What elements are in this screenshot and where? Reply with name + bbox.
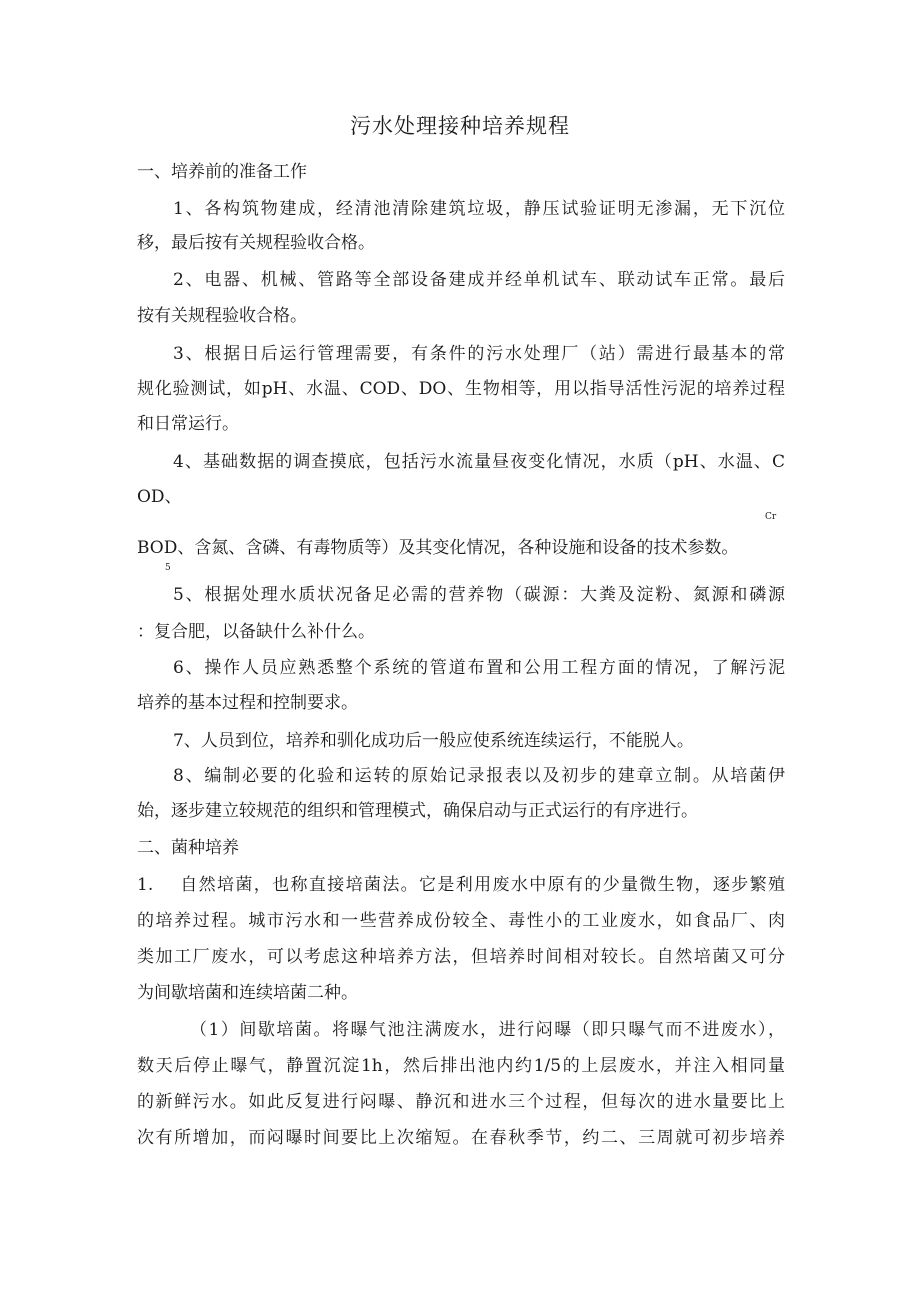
paragraph-line: 3、根据日后运行管理需要，有条件的污水处理厂（站）需进行最基本的常 bbox=[173, 344, 785, 364]
document-title: 污水处理接种培养规程 bbox=[350, 114, 570, 138]
section-heading-culture: 二、菌种培养 bbox=[137, 838, 239, 858]
paragraph-line: 6、操作人员应熟悉整个系统的管道布置和公用工程方面的情况，了解污泥 bbox=[173, 658, 785, 678]
paragraph-line: 按有关规程验收合格。 bbox=[137, 306, 307, 326]
paragraph-line: 类加工厂废水，可以考虑这种培养方法，但培养时间相对较长。自然培菌又可分 bbox=[137, 947, 785, 967]
subscript-5: 5 bbox=[165, 563, 171, 573]
paragraph-line: 4、基础数据的调查摸底，包括污水流量昼夜变化情况，水质（pH、水温、C bbox=[173, 452, 785, 472]
paragraph-line: 1. 自然培菌，也称直接培菌法。它是利用废水中原有的少量微生物，逐步繁殖 bbox=[137, 875, 785, 895]
paragraph-line: ：复合肥，以备缺什么补什么。 bbox=[137, 622, 375, 642]
paragraph-line: 次有所增加，而闷曝时间要比上次缩短。在春秋季节，约二、三周就可初步培养 bbox=[137, 1128, 785, 1148]
paragraph-line: 规化验测试，如pH、水温、COD、DO、生物相等，用以指导活性污泥的培养过程 bbox=[137, 379, 785, 399]
paragraph-line: 5、根据处理水质状况备足必需的营养物（碳源：大粪及淀粉、氮源和磷源 bbox=[173, 585, 785, 605]
paragraph-line: 和日常运行。 bbox=[137, 414, 239, 434]
paragraph-line: 8、编制必要的化验和运转的原始记录报表以及初步的建章立制。从培菌伊 bbox=[173, 766, 785, 786]
paragraph-line: 1、各构筑物建成，经清池清除建筑垃圾，静压试验证明无渗漏，无下沉位 bbox=[173, 199, 785, 219]
paragraph-line: 培养的基本过程和控制要求。 bbox=[137, 693, 358, 713]
paragraph-line: 的新鲜污水。如此反复进行闷曝、静沉和进水三个过程，但每次的进水量要比上 bbox=[137, 1092, 785, 1112]
paragraph-line: （1）间歇培菌。将曝气池注满废水，进行闷曝（即只曝气而不进废水）， bbox=[190, 1020, 785, 1040]
paragraph-line: 的培养过程。城市污水和一些营养成份较全、毒性小的工业废水，如食品厂、肉 bbox=[137, 911, 785, 931]
paragraph-line: 移，最后按有关规程验收合格。 bbox=[137, 233, 375, 253]
paragraph-line: 为间歇培菌和连续培菌二种。 bbox=[137, 983, 358, 1003]
paragraph-line: 始，逐步建立较规范的组织和管理模式，确保启动与正式运行的有序进行。 bbox=[137, 801, 698, 821]
subscript-cr: Cr bbox=[765, 512, 777, 522]
paragraph-line: 2、电器、机械、管路等全部设备建成并经单机试车、联动试车正常。最后 bbox=[173, 270, 785, 290]
paragraph-line: BOD、含氮、含磷、有毒物质等）及其变化情况，各种设施和设备的技术参数。 bbox=[137, 538, 739, 558]
paragraph-line: OD、 bbox=[137, 487, 182, 507]
paragraph-line: 数天后停止曝气，静置沉淀1h，然后排出池内约1/5的上层废水，并注入相同量 bbox=[137, 1056, 785, 1076]
paragraph-line: 7、人员到位，培养和驯化成功后一般应使系统连续运行，不能脱人。 bbox=[173, 731, 694, 751]
section-heading-preparation: 一、培养前的准备工作 bbox=[137, 162, 307, 182]
